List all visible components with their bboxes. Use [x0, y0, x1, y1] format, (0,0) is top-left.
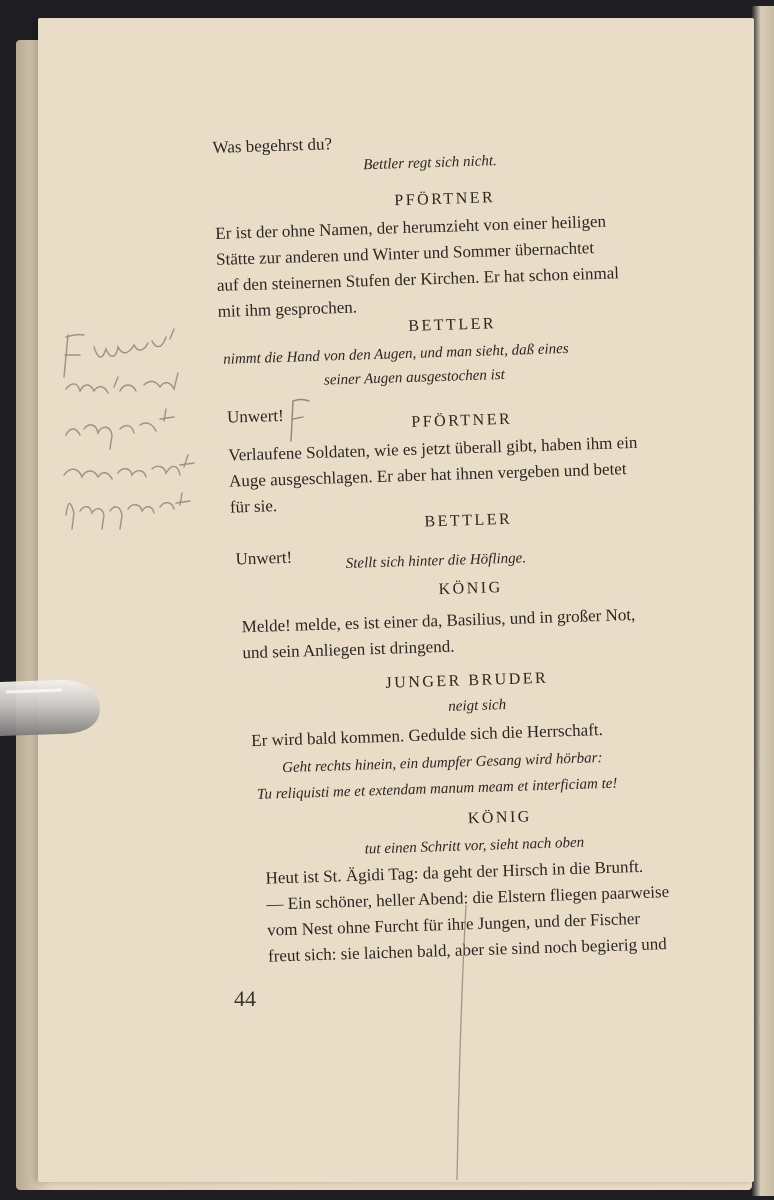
speaker-name: JUNGER BRUDER — [385, 669, 549, 692]
stage-direction: neigt sich — [448, 697, 507, 715]
text-line: Er wird bald kommen. Gedulde sich die Herrschaft. — [250, 720, 604, 751]
handwritten-annotation-icon — [60, 325, 210, 545]
page-text — [212, 112, 739, 987]
stage-direction: Geht rechts hinein, ein dumpfer Gesang wird hörbar: — [281, 750, 603, 777]
text-line: auf den steinernen Stufen der Kirchen. Er hat schon einmal — [216, 263, 620, 295]
text-line: Unwert! — [226, 405, 285, 427]
next-page-edge — [752, 6, 774, 1196]
text-line: für sie. — [229, 496, 278, 517]
stage-direction: Stellt sich hinter die Höflinge. — [345, 550, 527, 573]
stage-direction: Tu reliquisti me et extendam manum meam et interficiam te! — [256, 775, 618, 803]
speaker-name: PFÖRTNER — [411, 410, 513, 431]
speaker-name: BETTLER — [408, 315, 497, 335]
pencil-mark-icon — [283, 395, 313, 445]
text-line: freut sich: sie laichen bald, aber sie sind noch begierig und — [267, 934, 668, 966]
speaker-name: PFÖRTNER — [394, 189, 496, 210]
text-line: Unwert! — [235, 547, 293, 569]
text-line: Stätte zur anderen und Winter und Sommer übernachtet — [215, 238, 595, 269]
text-line: Heut ist St. Ägidi Tag: da geht der Hirsch in die Brunft. — [265, 856, 644, 888]
text-line: Auge ausgeschlagen. Er aber hat ihnen vergeben und betet — [228, 459, 627, 491]
stage-direction: seiner Augen ausgestochen ist — [323, 366, 506, 389]
stage-direction: Bettler regt sich nicht. — [362, 153, 498, 174]
text-line: und sein Anliegen ist dringend. — [242, 636, 455, 663]
stage-direction: nimmt die Hand von den Augen, und man sieht, daß eines — [223, 340, 569, 368]
text-line: Er ist der ohne Namen, der herumzieht von einer heiligen — [215, 211, 607, 243]
text-line: Melde! melde, es ist einer da, Basilius, und in großer Not, — [241, 604, 636, 637]
text-line: mit ihm gesprochen. — [217, 297, 358, 321]
stage-direction: tut einen Schritt vor, sieht nach oben — [364, 834, 585, 858]
text-line: Verlaufene Soldaten, wie es jetzt überall gibt, haben ihm ein — [227, 432, 638, 465]
speaker-name: KÖNIG — [438, 579, 503, 599]
text-line: — Ein schöner, heller Abend: die Elstern fliegen paarweise — [266, 882, 670, 914]
page-number: 44 — [234, 986, 256, 1011]
page-clip-icon — [0, 676, 100, 740]
text-line: vom Nest ohne Furcht für ihre Jungen, und der Fischer — [266, 908, 641, 940]
text-line: Was begehrst du? — [212, 134, 333, 157]
speaker-name: KÖNIG — [467, 808, 533, 828]
speaker-name: BETTLER — [424, 510, 513, 531]
